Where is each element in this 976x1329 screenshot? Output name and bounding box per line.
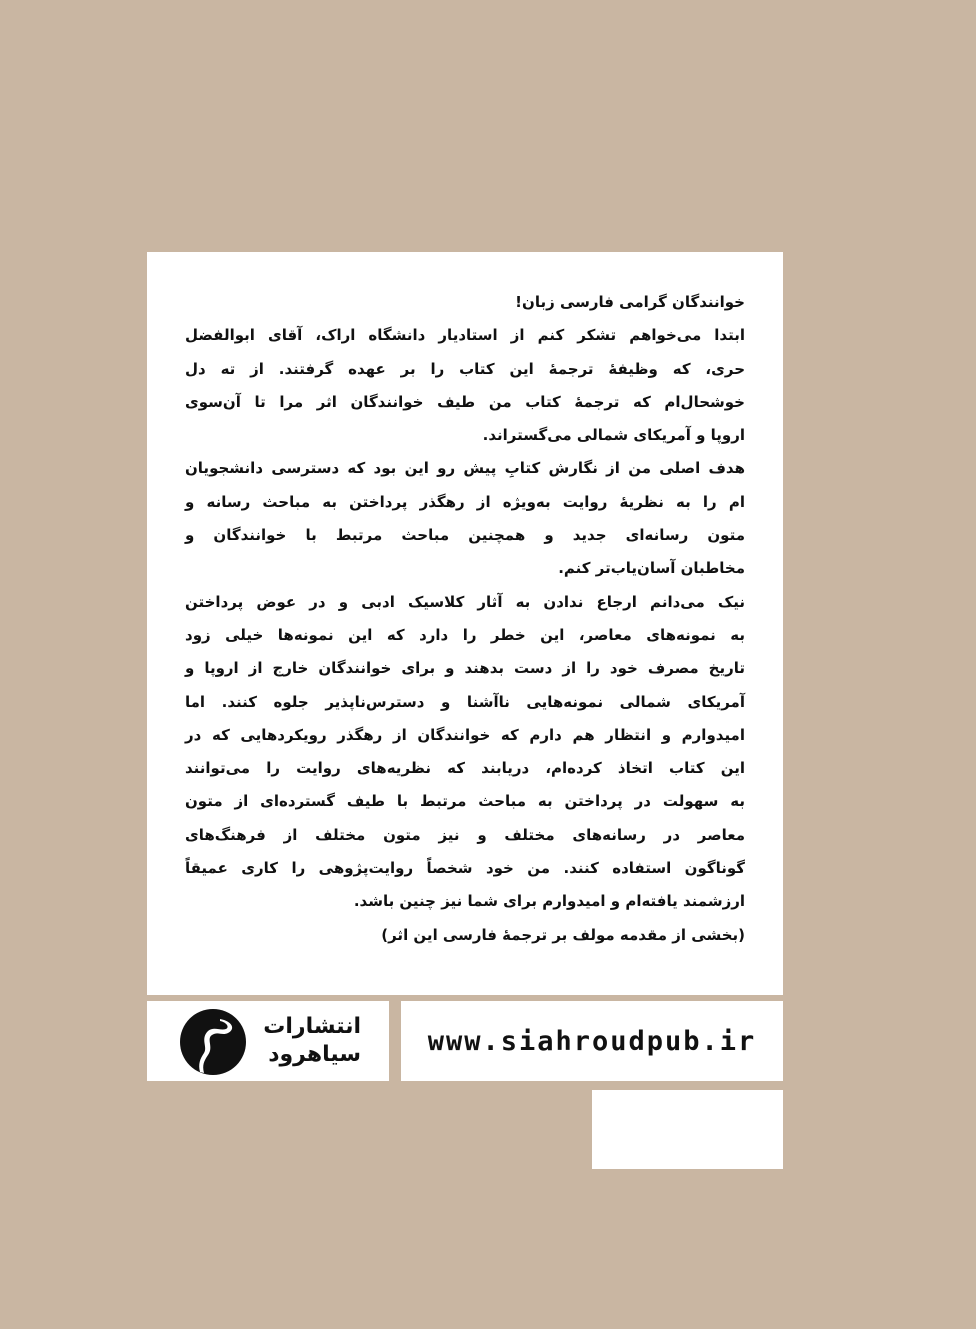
text-line: حری، که وظیفهٔ ترجمهٔ این کتاب را بر عهده گرفتند. از ته دل <box>185 359 745 378</box>
text-line: تاریخ مصرف خود را از دست بدهند و برای خوانندگان خارج از اروپا و <box>185 659 745 678</box>
text-line: به نمونه‌های معاصر، این خطر را دارد که این نمونه‌ها خیلی زود <box>185 625 745 644</box>
publisher-logo-panel <box>147 1001 389 1081</box>
text-line: این کتاب اتخاذ کرده‌ام، دریابند که نظریه‌های روایت را می‌توانند <box>185 759 745 778</box>
barcode-placeholder-panel <box>592 1090 783 1169</box>
text-line: امیدوارم و انتظار هم دارم که خوانندگان از رهگذر رویکردهایی که در <box>185 725 745 744</box>
publisher-name <box>251 1013 361 1069</box>
text-line: مخاطبان آسان‌یاب‌تر کنم. <box>558 559 745 578</box>
text-line: ارزشمند یافته‌ام و امیدوارم برای شما نیز چنین باشد. <box>353 892 745 911</box>
back-cover-text-panel <box>147 252 783 995</box>
text-line: خوشحال‌ام که ترجمهٔ کتاب من طیف خوانندگان اثر مرا تا آن‌سوی <box>185 392 745 411</box>
text-line: به سهولت در پرداختن به مباحث مرتبط با طیف گسترده‌ای از متون <box>185 792 745 811</box>
preface-excerpt <box>185 286 745 952</box>
text-line: متون رسانه‌ای جدید و همچنین مباحث مرتبط با خوانندگان و <box>185 526 745 545</box>
greeting-line: خوانندگان گرامی فارسی زبان! <box>515 293 745 311</box>
text-line: هدف اصلی من از نگارش کتابِ پیش رو این بود که دسترسی دانشجویان <box>185 459 745 478</box>
text-line: معاصر در رسانه‌های مختلف و نیز متون مختلف از فرهنگ‌های <box>185 825 745 844</box>
publisher-logo-icon <box>180 1009 246 1075</box>
text-line: گوناگون استفاده کنند. من خود شخصاً روایت‌پژوهی را کاری عمیقاً <box>185 859 745 878</box>
text-line: آمریکای شمالی نمونه‌هایی ناآشنا و دسترس‌ناپذیر جلوه کنند. اما <box>185 692 745 711</box>
publisher-name-line2: سیاهرود <box>268 1042 361 1067</box>
text-line: نیک می‌دانم ارجاع ندادن به آثار کلاسیک ادبی و در عوض پرداختن <box>185 592 745 611</box>
publisher-name-line1: انتشارات <box>263 1014 361 1039</box>
publisher-url-panel <box>401 1001 783 1081</box>
text-line: (بخشی از مقدمه مولف بر ترجمهٔ فارسی این اثر) <box>381 925 745 944</box>
text-line: ام را به نظریهٔ روایت به‌ویژه از رهگذر پرداختن به مباحث رسانه و <box>185 492 745 511</box>
publisher-url: www.siahroudpub.ir <box>427 1025 757 1057</box>
text-line: ابتدا می‌خواهم تشکر کنم از استادیار دانشگاه اراک، آقای ابوالفضل <box>185 326 745 345</box>
text-line: اروپا و آمریکای شمالی می‌گستراند. <box>482 426 745 445</box>
